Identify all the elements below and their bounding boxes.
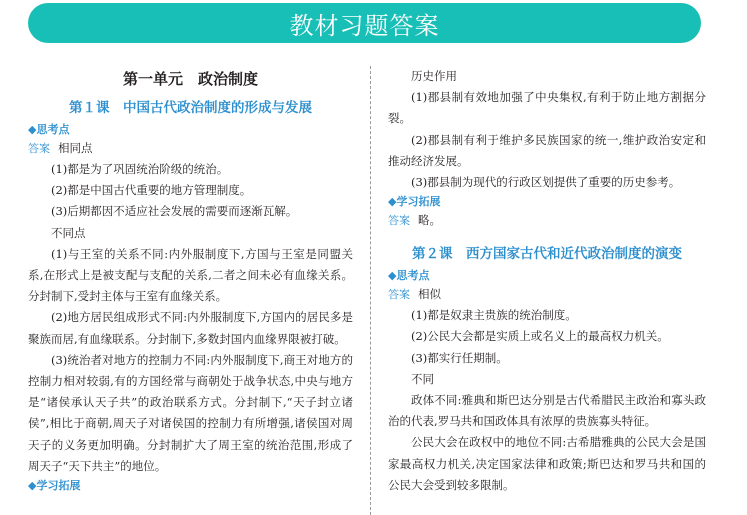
- header-banner: [28, 3, 701, 43]
- think-point-heading: ◆思考点: [28, 123, 70, 136]
- study-extend-heading: ◆学习拓展: [388, 195, 441, 209]
- right-column: [388, 66, 706, 496]
- answer-tag: 答案: [388, 214, 410, 228]
- differ-label: 不同: [411, 371, 434, 386]
- same-item-3: (3)后期都因不适应社会发展的需要而逐渐瓦解。: [51, 204, 298, 219]
- similar-item-3: (3)都实行任期制。: [411, 350, 508, 365]
- similar-item-2: (2)公民大会都是实质上或名义上的最高权力机关。: [411, 329, 669, 344]
- same-label: 相同点: [58, 141, 93, 155]
- diff-para-3: (3)统治者对地方的控制力不同:内外服制度下,商王对地方的控制力相对较弱,有的方国经常与商朝处于战争状态,中央与地方是“诸侯承认天子共”的政治联系方式。分封制下,“天子封立诸侯”,相比于商朝,周天子对诸侯国的控制力有所增强,诸侯国对周天子的义务更加明确。分封制扩大了周王室的统治范围,形成了周天子“天下共主”的地位。: [28, 352, 353, 473]
- similar-item-1: (1)都是奴隶主贵族的统治制度。: [411, 308, 577, 323]
- extend-answer: 略。: [418, 213, 441, 228]
- answer-tag: 答案: [388, 288, 410, 302]
- unit-title: 第一单元 政治制度: [122, 70, 258, 88]
- same-item-2: (2)都是中国古代重要的地方管理制度。: [51, 183, 252, 198]
- similar-label: 相似: [418, 287, 441, 302]
- column-divider: [370, 66, 371, 515]
- diff-para-1: (1)与王室的关系不同:内外服制度下,方国与王室是同盟关系,在形式上是被支配与支配的关系,二者之间未必有血缘关系。分封制下,受封主体与王室有血缘关系。: [28, 246, 353, 304]
- differ-para-1: 政体不同:雅典和斯巴达分别是古代希腊民主政治和寡头政治的代表,罗马共和国政体具有浓厚的贵族寡头特征。: [388, 393, 706, 429]
- history-para-3: (3)郡县制为现代的行政区划提供了重要的历史参考。: [411, 175, 681, 190]
- history-label: 历史作用: [411, 69, 457, 83]
- banner-title: 教材习题答案: [289, 11, 440, 40]
- answer-line: [28, 138, 353, 159]
- answer-tag: 答案: [28, 142, 50, 155]
- lesson-1-title: 第１课 中国古代政治制度的形成与发展: [69, 100, 312, 116]
- differ-para-2: 公民大会在政权中的地位不同:古希腊雅典的公民大会是国家最高权力机关,决定国家法律和政策;斯巴达和罗马共和国的公民大会受到较多限制。: [388, 435, 706, 492]
- lesson-2-title: 第２课 西方国家古代和近代政治制度的演变: [412, 246, 682, 263]
- think-point-heading-2: ◆思考点: [388, 269, 430, 283]
- history-para-2: (2)郡县制有利于维护多民族国家的统一,维护政治安定和推动经济发展。: [388, 132, 706, 168]
- diff-label: 不同点: [51, 225, 86, 240]
- history-para-1: (1)郡县制有效地加强了中央集权,有利于防止地方割据分裂。: [388, 90, 706, 126]
- left-column: [28, 66, 353, 494]
- extend-answer-line: [388, 210, 706, 231]
- study-extend-heading-cut: ◆学习拓展: [28, 479, 81, 493]
- answer-line-2: [388, 284, 706, 305]
- diff-para-2: (2)地方居民组成形式不同:内外服制度下,方国内的居民多是聚族而居,有血缘联系。分封制下,多数封国内血缘界限被打破。: [28, 310, 353, 346]
- same-item-1: (1)都是为了巩固统治阶级的统治。: [51, 162, 229, 176]
